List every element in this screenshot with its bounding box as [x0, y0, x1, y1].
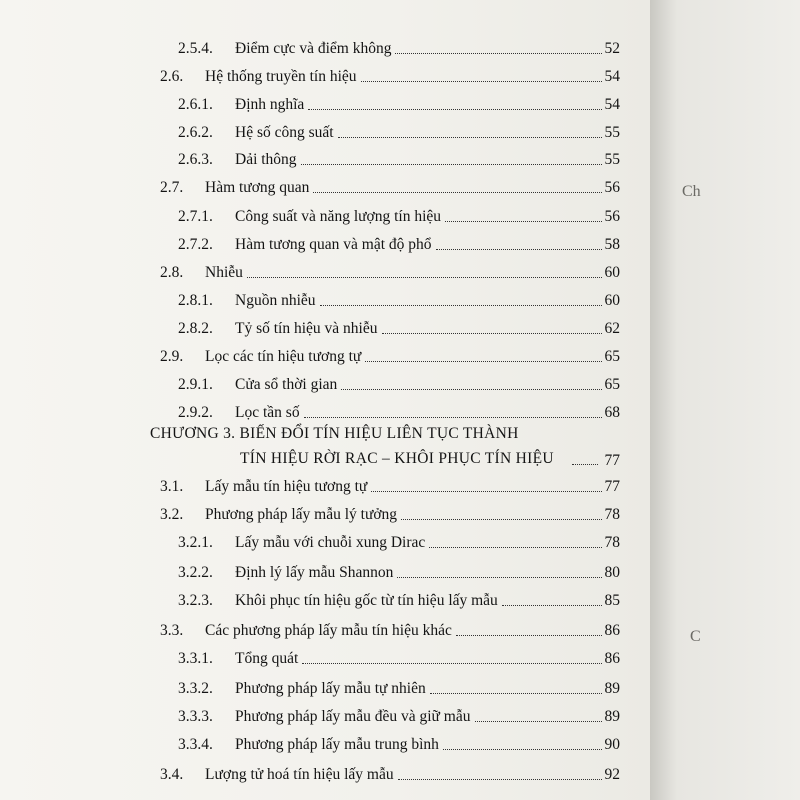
section-title: Hàm tương quan [205, 179, 310, 196]
section-number: 2.9. [160, 348, 184, 365]
dot-leader [382, 333, 602, 334]
page-number: 62 [604, 320, 620, 337]
section-title: Định nghĩa [235, 96, 305, 113]
section-title: Lấy mẫu tín hiệu tương tự [205, 478, 368, 495]
section-title: Phương pháp lấy mẫu tự nhiên [235, 680, 426, 697]
section-title: Hệ thống truyền tín hiệu [205, 68, 357, 85]
section-number: 3.2.3. [178, 592, 213, 609]
page-number: 78 [604, 506, 620, 523]
section-number: 2.6.2. [178, 124, 213, 141]
section-number: 2.7.1. [178, 208, 213, 225]
section-number: 2.6.1. [178, 96, 213, 113]
section-number: 2.6. [160, 68, 184, 85]
page-number: 65 [604, 348, 620, 365]
chapter-heading-leader-row [0, 448, 650, 470]
chapter-page-number: 77 [604, 452, 620, 469]
section-title: Phương pháp lấy mẫu lý tưởng [205, 506, 398, 523]
toc-entry [0, 120, 650, 142]
toc-entry [0, 474, 650, 496]
toc-entry [0, 400, 650, 422]
section-title: Hệ số công suất [235, 124, 334, 141]
dot-leader [302, 663, 602, 664]
section-title: Nguồn nhiễu [235, 292, 316, 309]
section-number: 3.4. [160, 766, 184, 783]
section-title: Lọc các tín hiệu tương tự [205, 348, 362, 365]
page-number: 60 [604, 292, 620, 309]
section-title: Các phương pháp lấy mẫu tín hiệu khác [205, 622, 452, 639]
dot-leader [301, 164, 602, 165]
toc-entry [0, 92, 650, 114]
dot-leader [398, 779, 602, 780]
page-number: 86 [604, 650, 620, 667]
dot-leader [338, 137, 602, 138]
toc-entry [0, 372, 650, 394]
section-number: 3.3.4. [178, 736, 213, 753]
page-number: 86 [604, 622, 620, 639]
section-number: 2.6.3. [178, 151, 213, 168]
dot-leader [371, 491, 602, 492]
dot-leader [304, 417, 602, 418]
adjacent-page-label: Ch [682, 183, 701, 200]
dot-leader [365, 361, 602, 362]
dot-leader [247, 277, 602, 278]
toc-entry [0, 36, 650, 58]
section-title: Nhiễu [205, 264, 243, 281]
toc-entry [0, 232, 650, 254]
section-title: Dải thông [235, 151, 297, 168]
toc-entry [0, 260, 650, 282]
dot-leader [308, 109, 602, 110]
toc-entry [0, 588, 650, 610]
section-number: 3.3.1. [178, 650, 213, 667]
section-title: Điểm cực và điểm không [235, 40, 392, 57]
page-number: 60 [604, 264, 620, 281]
section-title: Khôi phục tín hiệu gốc từ tín hiệu lấy mẫu [235, 592, 498, 609]
toc-entry [0, 502, 650, 524]
section-title: Lọc tần số [235, 404, 300, 421]
page-number: 54 [604, 68, 620, 85]
dot-leader [429, 547, 602, 548]
section-number: 3.2. [160, 506, 184, 523]
page-number: 89 [604, 680, 620, 697]
section-title: Định lý lấy mẫu Shannon [235, 564, 394, 581]
section-title: Tổng quát [235, 650, 299, 667]
dot-leader [320, 305, 602, 306]
section-number: 3.2.2. [178, 564, 213, 581]
section-title: Cửa sổ thời gian [235, 376, 338, 393]
dot-leader [401, 519, 602, 520]
dot-leader [436, 249, 602, 250]
toc-entry [0, 64, 650, 86]
adjacent-page-label: C [690, 628, 701, 645]
section-number: 2.5.4. [178, 40, 213, 57]
dot-leader [313, 192, 602, 193]
section-title: Lấy mẫu với chuỗi xung Dirac [235, 534, 426, 551]
chapter-heading-line-1: CHƯƠNG 3. BIẾN ĐỔI TÍN HIỆU LIÊN TỤC THÀNH [150, 425, 519, 442]
toc-entry [0, 175, 650, 197]
toc-entry [0, 704, 650, 726]
section-title: Lượng tử hoá tín hiệu lấy mẫu [205, 766, 394, 783]
toc-entry [0, 344, 650, 366]
section-title: Công suất và năng lượng tín hiệu [235, 208, 442, 225]
toc-entry [0, 762, 650, 784]
page-number: 77 [604, 478, 620, 495]
page-number: 90 [604, 736, 620, 753]
section-title: Hàm tương quan và mật độ phổ [235, 236, 432, 253]
dot-leader [361, 81, 602, 82]
toc-entry [0, 732, 650, 754]
section-title: Phương pháp lấy mẫu đều và giữ mẫu [235, 708, 471, 725]
page-number: 52 [604, 40, 620, 57]
page-number: 68 [604, 404, 620, 421]
dot-leader [445, 221, 602, 222]
toc-entry [0, 288, 650, 310]
section-number: 3.1. [160, 478, 184, 495]
page-number: 85 [604, 592, 620, 609]
toc-entry [0, 560, 650, 582]
dot-leader [430, 693, 602, 694]
page-number: 92 [604, 766, 620, 783]
page-number: 56 [604, 179, 620, 196]
toc-entry [0, 676, 650, 698]
toc-entry [0, 316, 650, 338]
section-number: 2.8. [160, 264, 184, 281]
section-number: 2.7.2. [178, 236, 213, 253]
toc-entry [0, 530, 650, 552]
toc-entry [0, 646, 650, 668]
dot-leader [572, 464, 598, 465]
chapter-heading-line-2: TÍN HIỆU RỜI RẠC – KHÔI PHỤC TÍN HIỆU [240, 450, 554, 467]
adjacent-page [650, 0, 800, 800]
page-number: 58 [604, 236, 620, 253]
dot-leader [456, 635, 602, 636]
section-number: 2.8.1. [178, 292, 213, 309]
page-number: 54 [604, 96, 620, 113]
section-number: 2.9.1. [178, 376, 213, 393]
dot-leader [341, 389, 602, 390]
section-number: 2.7. [160, 179, 184, 196]
page-number: 78 [604, 534, 620, 551]
section-number: 3.3.2. [178, 680, 213, 697]
page-number: 56 [604, 208, 620, 225]
section-title: Tỷ số tín hiệu và nhiễu [235, 320, 378, 337]
dot-leader [443, 749, 602, 750]
section-title: Phương pháp lấy mẫu trung bình [235, 736, 439, 753]
section-number: 3.3.3. [178, 708, 213, 725]
section-number: 3.3. [160, 622, 184, 639]
toc-entry [0, 147, 650, 169]
page-number: 55 [604, 124, 620, 141]
page-number: 89 [604, 708, 620, 725]
dot-leader [502, 605, 602, 606]
section-number: 3.2.1. [178, 534, 213, 551]
dot-leader [395, 53, 602, 54]
dot-leader [397, 577, 602, 578]
page-number: 65 [604, 376, 620, 393]
toc-entry [0, 204, 650, 226]
page-number: 55 [604, 151, 620, 168]
section-number: 2.9.2. [178, 404, 213, 421]
dot-leader [475, 721, 602, 722]
toc-entry [0, 618, 650, 640]
page-number: 80 [604, 564, 620, 581]
section-number: 2.8.2. [178, 320, 213, 337]
